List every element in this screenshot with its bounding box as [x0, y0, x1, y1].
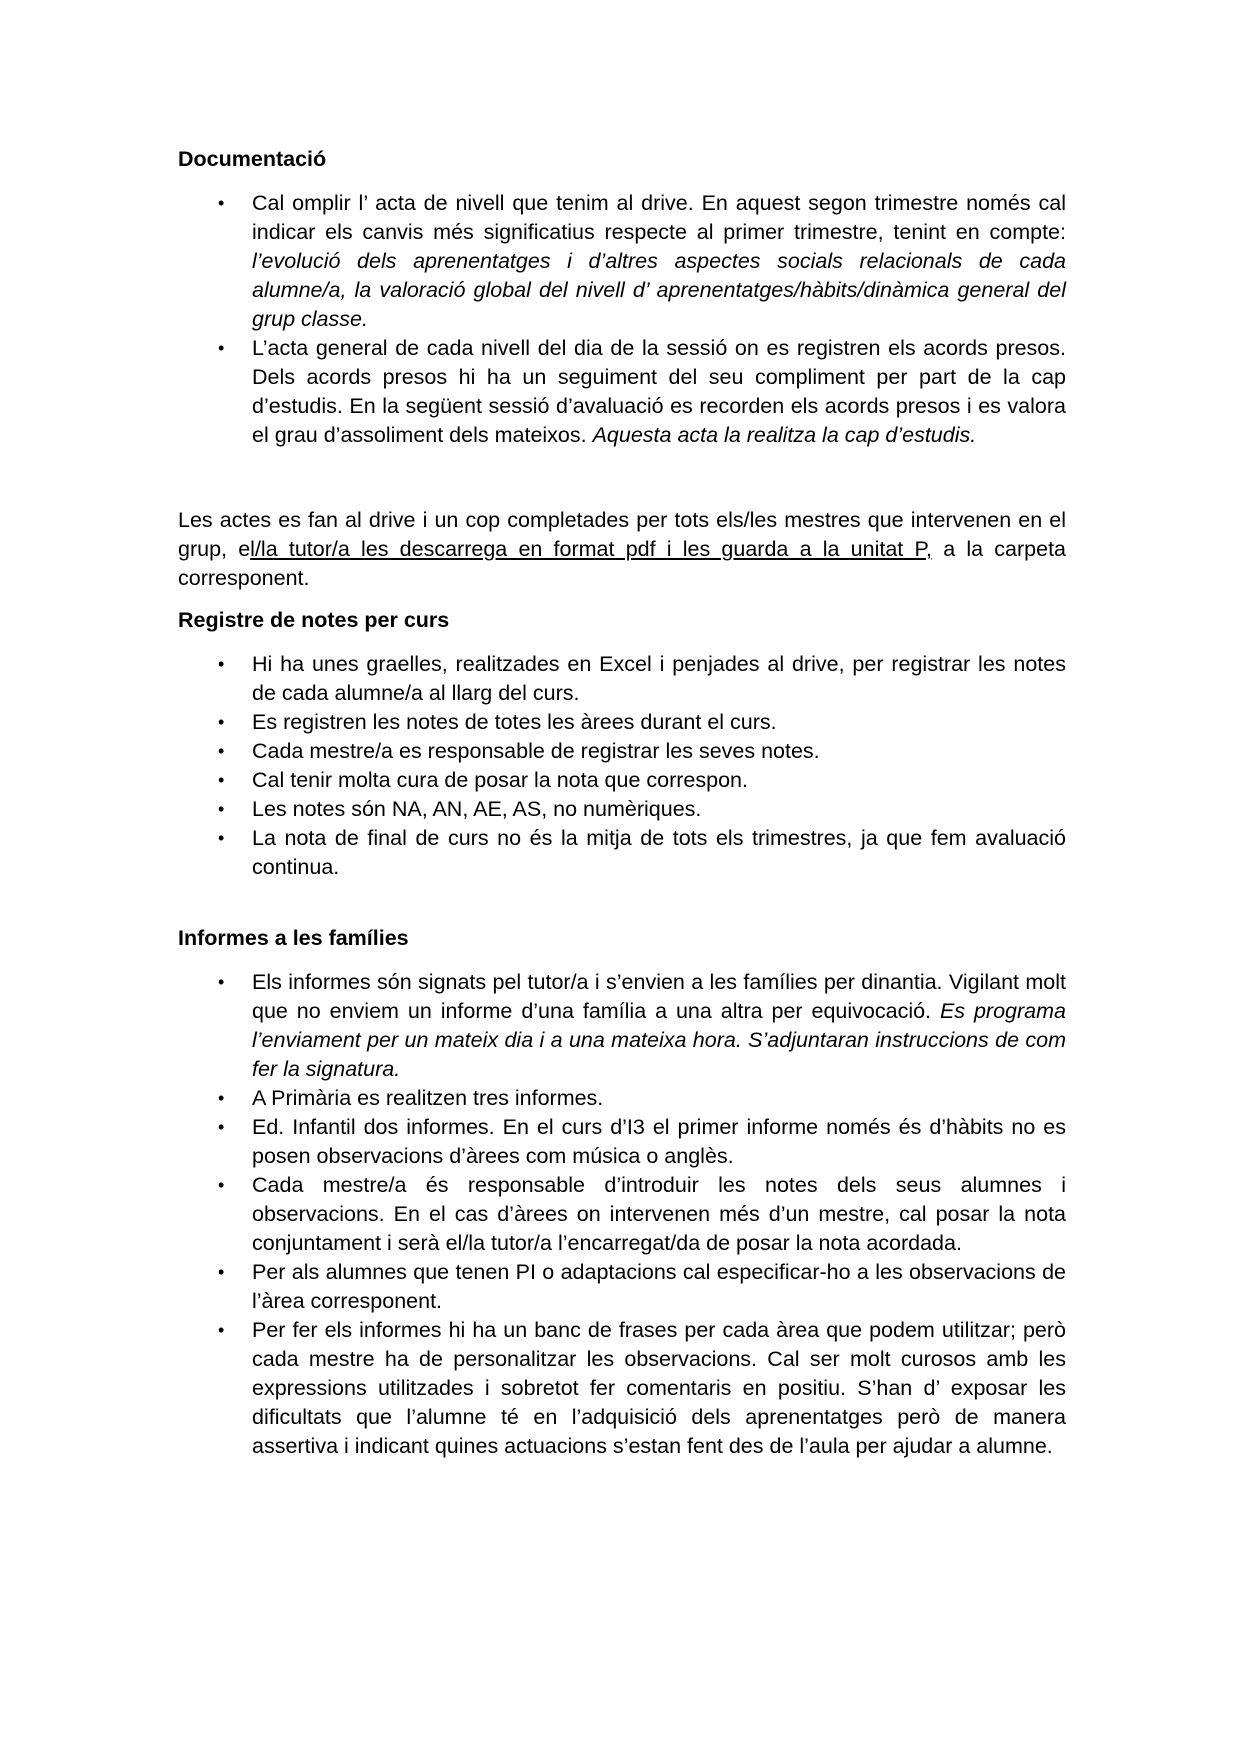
- list-item: [178, 968, 1066, 1084]
- bullet-icon: •: [218, 741, 225, 761]
- item-text: Es registren les notes de totes les àrees durant el curs.: [252, 710, 777, 734]
- list-item: [178, 189, 1066, 334]
- bullet-icon: •: [218, 1175, 225, 1195]
- bullet-icon: •: [218, 654, 225, 674]
- list-item: [178, 334, 1066, 450]
- paragraph-text-end: a la carpeta corresponent.: [178, 537, 1067, 590]
- bullet-icon: •: [218, 1320, 225, 1340]
- heading-informes: Informes a les famílies: [178, 926, 409, 950]
- item-text-italic: Aquesta acta la realitza la cap d’estudis.: [592, 423, 977, 447]
- item-text: Cada mestre/a es responsable de registrar les seves notes.: [252, 739, 820, 763]
- list-item: [178, 1316, 1066, 1461]
- item-text: Les notes són NA, AN, AE, AS, no numèriques.: [252, 797, 702, 821]
- bullet-icon: •: [218, 828, 225, 848]
- list-item: [178, 795, 1066, 824]
- registre-list: [178, 650, 1066, 882]
- item-text: A Primària es realitzen tres informes.: [252, 1086, 604, 1110]
- list-item: [178, 766, 1066, 795]
- bullet-icon: •: [218, 770, 225, 790]
- paragraph-underlined-text: l/la tutor/a les descarrega en format pdf i les guarda a la unitat P,: [250, 537, 933, 561]
- item-text: Cada mestre/a és responsable d’introduir les notes dels seus alumnes i observacions. En el cas d’àrees on intervenen més d’un mestre, cal posar la nota conjuntament i serà el/la tutor/a l’encarregat/da de posar la nota acordada.: [252, 1173, 1066, 1255]
- heading-documentacio: Documentació: [178, 147, 327, 171]
- item-text: Per fer els informes hi ha un banc de frases per cada àrea que podem utilitzar; però cada mestre ha de personalitzar les observacions. Cal ser molt curosos amb les expressions utilitzades i sobretot fer comentaris en positiu. S’han d’ exposar les dificultats que l’alumne té en l’adquisició dels aprenentatges però de manera assertiva i indicant quines actuacions s’estan fent des de l’aula per ajudar a alumne.: [252, 1318, 1066, 1458]
- list-item: [178, 1171, 1066, 1258]
- list-item: [178, 650, 1066, 708]
- item-text-italic: l’evolució dels aprenentatges i d’altres aspectes socials relacionals de cada alumne/a, la valoració global del nivell d’ aprenentatges/hàbits/dinàmica general del grup classe.: [252, 249, 1066, 331]
- item-text: Cal tenir molta cura de posar la nota que correspon.: [252, 768, 748, 792]
- item-text: Hi ha unes graelles, realitzades en Excel i penjades al drive, per registrar les notes de cada alumne/a al llarg del curs.: [252, 652, 1066, 705]
- list-item: [178, 737, 1066, 766]
- document-page: [178, 145, 1066, 1461]
- bullet-icon: •: [218, 193, 225, 213]
- item-text-italic: Es programa l’enviament per un mateix dia i a una mateixa hora. S’adjuntaran instruccions de com fer la signatura.: [252, 999, 1066, 1081]
- heading-registre: Registre de notes per curs: [178, 608, 450, 632]
- informes-list: [178, 968, 1066, 1461]
- item-text: L’acta general de cada nivell del dia de la sessió on es registren els acords presos. Dels acords presos hi ha un seguiment del seu compliment per part de la cap d’estudis. En la següent sessió d’avaluació es recorden els acords presos i es valora el grau d’assoliment dels mateixos.: [252, 336, 1066, 447]
- bullet-icon: •: [218, 799, 225, 819]
- item-text: La nota de final de curs no és la mitja de tots els trimestres, ja que fem avaluació continua.: [252, 826, 1066, 879]
- list-item: [178, 1113, 1066, 1171]
- item-text: Ed. Infantil dos informes. En el curs d’I3 el primer informe només és d’hàbits no es posen observacions d’àrees com música o anglès.: [252, 1115, 1066, 1168]
- item-text: Cal omplir l’ acta de nivell que tenim al drive. En aquest segon trimestre només cal indicar els canvis més significatius respecte al primer trimestre, tenint en compte:: [252, 191, 1066, 244]
- bullet-icon: •: [218, 1088, 225, 1108]
- list-item: [178, 708, 1066, 737]
- bullet-icon: •: [218, 1117, 225, 1137]
- actes-paragraph: [178, 506, 1066, 593]
- list-item: [178, 1084, 1066, 1113]
- bullet-icon: •: [218, 972, 225, 992]
- list-item: [178, 824, 1066, 882]
- documentacio-list: [178, 189, 1066, 450]
- item-text: Per als alumnes que tenen PI o adaptacions cal especificar-ho a les observacions de l’àrea corresponent.: [252, 1260, 1066, 1313]
- bullet-icon: •: [218, 712, 225, 732]
- bullet-icon: •: [218, 1262, 225, 1282]
- list-item: [178, 1258, 1066, 1316]
- paragraph-text: Les actes es fan al drive i un cop completades per tots els/les mestres que intervenen en el grup, e: [178, 508, 1066, 561]
- bullet-icon: •: [218, 338, 225, 358]
- item-text: Els informes són signats pel tutor/a i s’envien a les famílies per dinantia. Vigilant molt que no enviem un informe d’una família a una altra per equivocació.: [252, 970, 1066, 1023]
